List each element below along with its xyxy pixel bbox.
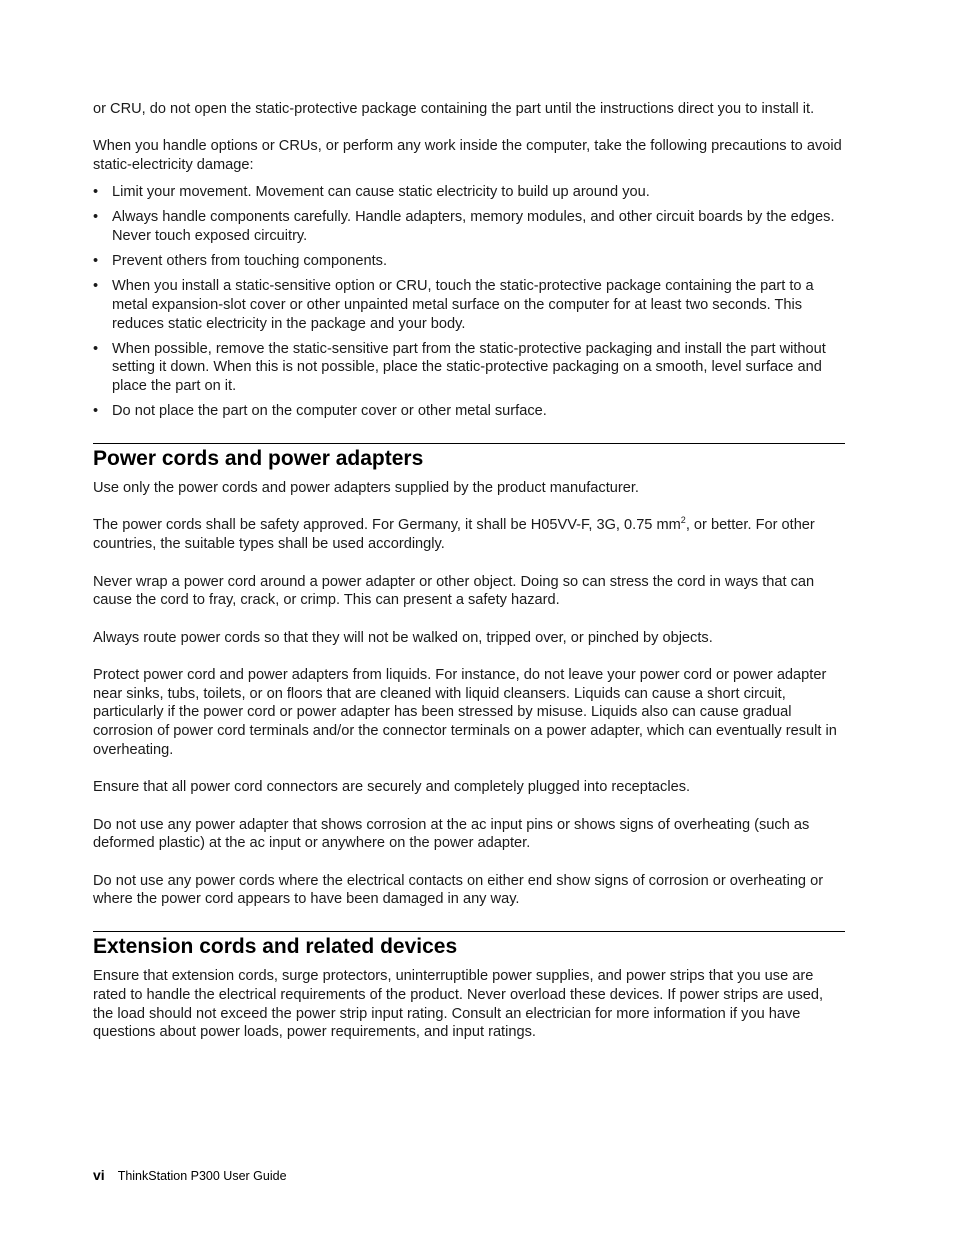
power-cords-paragraph-2-text: The power cords shall be safety approved. For Germany, it shall be H05VV-F, 3G, 0.75 mm <box>93 517 681 534</box>
list-item: • Limit your movement. Movement can cause static electricity to build up around you. <box>93 183 845 202</box>
list-item: • Always handle components carefully. Handle adapters, memory modules, and other circuit boards by the edges. Never touch exposed circuitry. <box>93 208 845 245</box>
list-item: • Do not place the part on the computer cover or other metal surface. <box>93 402 845 421</box>
power-cords-paragraph-3: Never wrap a power cord around a power adapter or other object. Doing so can stress the cord in ways that can cause the cord to fray, crack, or crimp. This can present a safety hazard. <box>93 573 815 609</box>
page-footer <box>93 1167 287 1184</box>
intro-paragraph-1: or CRU, do not open the static-protective package containing the part until the instructions direct you to install it. <box>93 101 815 117</box>
document-title: ThinkStation P300 User Guide <box>117 1169 287 1183</box>
intro-paragraph-2: When you handle options or CRUs, or perform any work inside the computer, take the following precautions to avoid static-electricity damage: <box>93 138 842 174</box>
power-cords-paragraph-6: Ensure that all power cord connectors are securely and completely plugged into receptacles. <box>93 779 691 796</box>
page-number: vi <box>93 1167 105 1183</box>
page-content <box>93 100 845 1061</box>
power-cords-section <box>93 443 845 909</box>
power-cords-paragraph-2 <box>93 516 845 553</box>
power-cords-paragraph-4: Always route power cords so that they will not be walked on, tripped over, or pinched by objects. <box>93 629 713 646</box>
power-cords-paragraph-1: Use only the power cords and power adapters supplied by the product manufacturer. <box>93 480 639 497</box>
list-item: • Prevent others from touching components. <box>93 252 845 271</box>
list-item: • When possible, remove the static-sensitive part from the static-protective packaging and install the part without setting it down. When this is not possible, place the static-protective packaging on a smooth, level surface and place the part on it. <box>93 340 845 396</box>
power-cords-paragraph-5: Protect power cord and power adapters from liquids. For instance, do not leave your power cord or power adapter near sinks, tubs, toilets, or on floors that are cleaned with liquid cleansers. Liquids can cause a short circuit, particularly if the power cord or power adapter has been stressed by misuse. Liquids also can cause gradual corrosion of power cord terminals and/or the connector terminals on a power adapter, which can eventually result in overheating. <box>93 667 837 758</box>
superscript: 2 <box>680 514 686 525</box>
section-heading-extension-cords: Extension cords and related devices <box>93 935 458 959</box>
section-heading-power-cords: Power cords and power adapters <box>93 447 424 471</box>
power-cords-paragraph-8: Do not use any power cords where the electrical contacts on either end show signs of corrosion or overheating or where the power cord appears to have been damaged in any way. <box>93 872 824 908</box>
static-precautions-list <box>93 183 845 421</box>
power-cords-paragraph-2-continued: , or better. For other countries, the suitable types shall be used accordingly. <box>93 517 815 553</box>
extension-cords-section <box>93 931 845 1042</box>
list-item: • When you install a static-sensitive option or CRU, touch the static-protective package containing the part to a metal expansion-slot cover or other unpainted metal surface on the computer for at least two seconds. This reduces static electricity in the package and your body. <box>93 277 845 333</box>
power-cords-paragraph-7: Do not use any power adapter that shows corrosion at the ac input pins or shows signs of overheating (such as deformed plastic) at the ac input or anywhere on the power adapter. <box>93 816 810 852</box>
extension-cords-paragraph-1: Ensure that extension cords, surge protectors, uninterruptible power supplies, and power strips that you use are rated to handle the electrical requirements of the product. Never overload these devices. If power strips are used, the load should not exceed the power strip input rating. Consult an electrician for more information if you have questions about power loads, power requirements, and input ratings. <box>93 968 824 1041</box>
